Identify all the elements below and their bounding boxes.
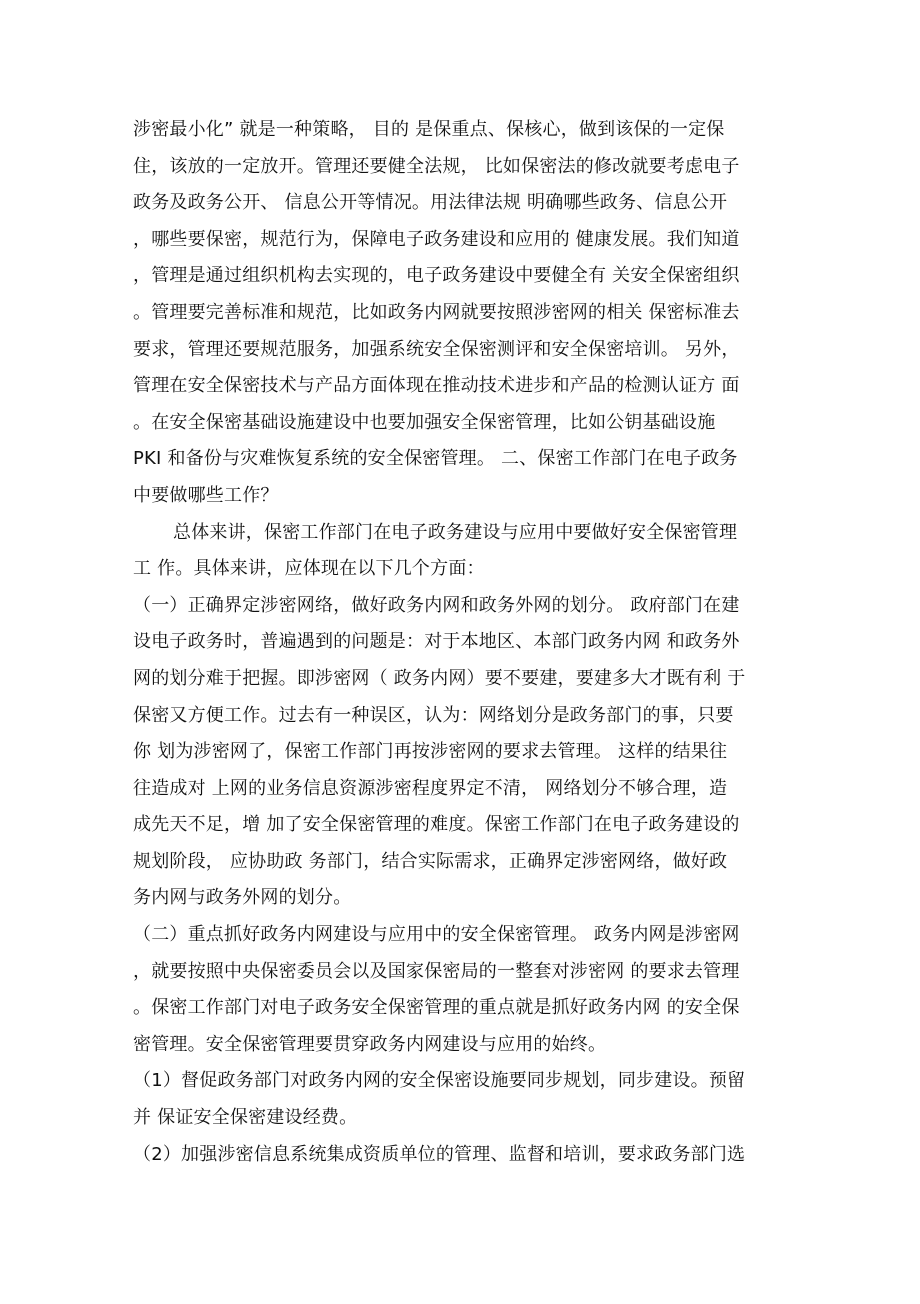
text-line: ，就要按照中央保密委员会以及国家保密局的一整套对涉密网 的要求去管理 [133,960,740,982]
text-line: ，管理是通过组织机构去实现的，电子政务建设中要健全有 关安全保密组织 [133,265,740,287]
section-heading-line: 中要做哪些工作？ [133,484,279,506]
text-line: 成先天不足，增 加了安全保密管理的难度。保密工作部门在电子政务建设的 [133,814,740,836]
text-line: 网的划分难于把握。即涉密网（ 政务内网）要不要建，要建多大才既有利 于 [133,667,746,689]
text-line: 。保密工作部门对电子政务安全保密管理的重点就是抓好政务内网 的安全保 [133,997,740,1019]
text-line: PKI 和备份与灾难恢复系统的安全保密管理。 二、保密工作部门在电子政务 [133,448,738,470]
text-line: 保密又方便工作。过去有一种误区，认为：网络划分是政务部门的事，只要 [133,704,734,726]
text-line: 往造成对 上网的业务信息资源涉密程度界定不清， 网络划分不够合理，造 [133,777,728,799]
text-line: 你 划为涉密网了，保密工作部门再按涉密网的要求去管理。 这样的结果往 [133,741,728,763]
text-line: 设电子政务时，普遍遇到的问题是：对于本地区、本部门政务内网 和政务外 [133,631,740,653]
text-line: 密管理。安全保密管理要贯穿政务内网建设与应用的始终。 [133,1033,607,1055]
text-line: 政务及政务公开、 信息公开等情况。用法律法规 明确哪些政务、信息公开 [133,192,728,214]
text-line: 要求，管理还要规范服务，加强系统安全保密测评和安全保密培训。 另外， [133,338,740,360]
list-item-line: （2）加强涉密信息系统集成资质单位的管理、监督和培训，要求政务部门选 [133,1143,746,1165]
text-line: 。在安全保密基础设施建设中也要加强安全保密管理，比如公钥基础设施 [133,411,716,433]
text-line: 。管理要完善标准和规范，比如政务内网就要按照涉密网的相关 保密标准去 [133,301,740,323]
document-body [133,112,793,1173]
text-line: 涉密最小化” 就是一种策略， 目的 是保重点、保核心，做到该保的一定保 [133,119,725,140]
text-line: 住，该放的一定放开。管理还要健全法规， 比如保密法的修改就要考虑电子 [133,155,740,177]
subsection-line: （二）重点抓好政务内网建设与应用中的安全保密管理。 政务内网是涉密网 [133,924,740,946]
text-line: ，哪些要保密，规范行为，保障电子政务建设和应用的 健康发展。我们知道 [133,228,740,250]
list-item-line: （1）督促政务部门对政务内网的安全保密设施要同步规划，同步建设。预留 [133,1070,746,1092]
text-line: 管理在安全保密技术与产品方面体现在推动技术进步和产品的检测认证方 面 [133,375,740,397]
subsection-line: （一）正确界定涉密网络，做好政务内网和政务外网的划分。 政府部门在建 [133,594,740,616]
paragraph-first-line: 总体来讲，保密工作部门在电子政务建设与应用中要做好安全保密管理 [173,521,738,543]
text-line: 规划阶段， 应协助政 务部门，结合实际需求，正确界定涉密网络，做好政 [133,850,728,872]
text-line: 工 作。具体来讲，应体现在以下几个方面： [133,558,485,580]
text-line: 并 保证安全保密建设经费。 [133,1107,358,1129]
text-line: 务内网与政务外网的划分。 [133,887,352,909]
